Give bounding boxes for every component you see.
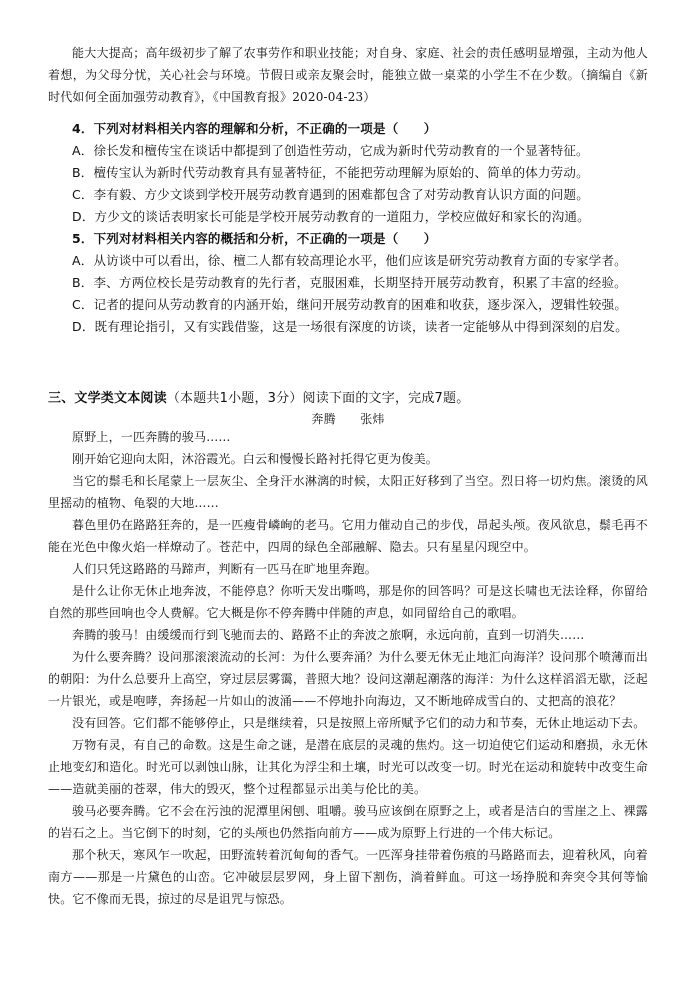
- section-3-title: 三、文学类文本阅读: [48, 391, 167, 406]
- question-4: [48, 118, 648, 228]
- story-paragraph: 刚开始它迎向太阳，沐浴霞光。白云和慢慢长路衬托得它更为俊美。: [72, 452, 439, 466]
- intro-paragraph: [48, 42, 648, 108]
- story-paragraph: 当它的鬃毛和长尾蒙上一层灰尘、全身汗水淋漓的时候，太阳正好移到了当空。烈日将一切灼焦。滚烫的风里摇动的植物、龟裂的大地……: [48, 474, 648, 510]
- story-paragraph: 暮色里仍在路路狂奔的，是一匹瘦骨嶙峋的老马。它用力催动自己的步伐，昂起头颅。夜风欲息，鬃毛再不能在光色中像火焰一样燎动了。苍茫中，四周的绿色全部融解、隐去。只有星星闪现空中。: [48, 518, 648, 554]
- story-paragraph: 那个秋天，寒风乍一吹起，田野流转着沉甸甸的香气。一匹浑身挂带着伤痕的马路路而去，迎着秋风，向着南方——那是一片黛色的山峦。它冲破层层罗网，身上留下割伤，淌着鲜血。可这一场挣脱和奔突令其何等愉快。它不像而无畏，掠过的尽是诅咒与惊恐。: [48, 848, 648, 906]
- q5-option-b: B．李、方两位校长是劳动教育的先行者，克服困难，长期坚持开展劳动教育，积累了丰富的经验。: [72, 275, 627, 290]
- question-5: [48, 228, 648, 338]
- q4-stem: 4．下列对材料相关内容的理解和分析，不正确的一项是（ ）: [72, 121, 437, 136]
- story-paragraph: 奔腾的骏马！由缓缓而行到飞驰而去的、路路不止的奔波之旅啊，永远向前，直到一切消失……: [72, 628, 585, 642]
- story-paragraph: 人们只凭这路路的马蹄声，判断有一匹马在旷地里奔跑。: [72, 562, 378, 576]
- intro-text: 能大大提高；高年级初步了解了农事劳作和职业技能；对自身、家庭、社会的责任感明显增强，主动为他人着想，为父母分忧，关心社会与环境。节假日或亲友聚会时，能独立做一桌菜的小学生不在少数。（摘编自《新时代如何全面加强劳动教育》，《中国教育报》2020-04-23）: [48, 46, 648, 104]
- q4-option-c: C．李有毅、方少文谈到学校开展劳动教育遇到的困难都包含了对劳动教育认识方面的问题。: [72, 187, 589, 202]
- q4-option-d: D．方少文的谈话表明家长可能是学校开展劳动教育的一道阻力，学校应做好和家长的沟通。: [72, 209, 590, 224]
- story-title-text: 奔腾 张炜: [311, 412, 385, 426]
- story-paragraph: 没有回答。它们都不能够停止，只是继续着，只是按照上帝所赋予它们的动力和节奏，无休止地运动下去。: [72, 716, 646, 730]
- section-3-heading: [48, 388, 648, 410]
- q5-stem: 5．下列对材料相关内容的概括和分析，不正确的一项是（ ）: [72, 231, 437, 246]
- story-paragraph: 为什么要奔腾？设问那滚滚流动的长河：为什么要奔涌？为什么要无休无止地汇向海洋？设问那个喷薄而出的朝阳：为什么总要升上高空，穿过层层雾霭，普照大地？设问这潮起潮落的海洋：为什么这样滔滔无歇，泛起一片银光，或是咆哮，奔扬起一片如山的波涌——不停地扑向海边，又不断地碎成雪白的、丈把高的浪花？: [48, 650, 648, 708]
- q5-option-a: A．从访谈中可以看出，徐、檀二人都有较高理论水平，他们应该是研究劳动教育方面的专家学者。: [72, 253, 627, 268]
- q5-option-c: C．记者的提问从劳动教育的内涵开始，继问开展劳动教育的困难和收获，逐步深入，逻辑性较强。: [72, 297, 628, 312]
- story-paragraph: 原野上，一匹奔腾的骏马……: [72, 430, 231, 444]
- story-paragraph: 万物有灵，有自己的命数。这是生命之谜，是潜在底层的灵魂的焦灼。这一切迫使它们运动和磨损，永无休止地变幻和造化。时光可以剥蚀山脉，让其化为浮尘和土壤，时光可以改变一切。时光在运动和旋转中改变生命——造就美丽的苍翠，伟大的毁灭，整个过程都显示出美与伦比的美。: [48, 738, 648, 796]
- q4-option-a: A．徐长发和檀传宝在谈话中都提到了创造性劳动，它成为新时代劳动教育的一个显著特征。: [72, 143, 589, 158]
- story-body: [48, 426, 648, 910]
- q4-option-b: B．檀传宝认为新时代劳动教育具有显著特征，不能把劳动理解为原始的、简单的体力劳动。: [72, 165, 589, 180]
- section-3-note: （本题共1小题，3分）阅读下面的文字，完成7题。: [166, 391, 470, 406]
- story-paragraph: 是什么让你无休止地奔波，不能停息？你听天发出嘶鸣，那是你的回答吗？可是这长啸也无法诠释，你留给自然的那些回响也令人费解。它大概是你不停奔腾中伴随的声息，如同留给自己的歌唱。: [48, 584, 648, 620]
- story-paragraph: 骏马必要奔腾。它不会在污浊的泥潭里闲刨、咀嚼。骏马应该倒在原野之上，或者是洁白的雪崖之上、裸露的岩石之上。当它倒下的时刻，它的头颅也仍然指向前方——成为原野上行进的一个伟大标记。: [48, 804, 648, 840]
- q5-option-d: D．既有理论指引，又有实践借鉴，这是一场很有深度的访谈，读者一定能够从中得到深刻的启发。: [72, 319, 628, 334]
